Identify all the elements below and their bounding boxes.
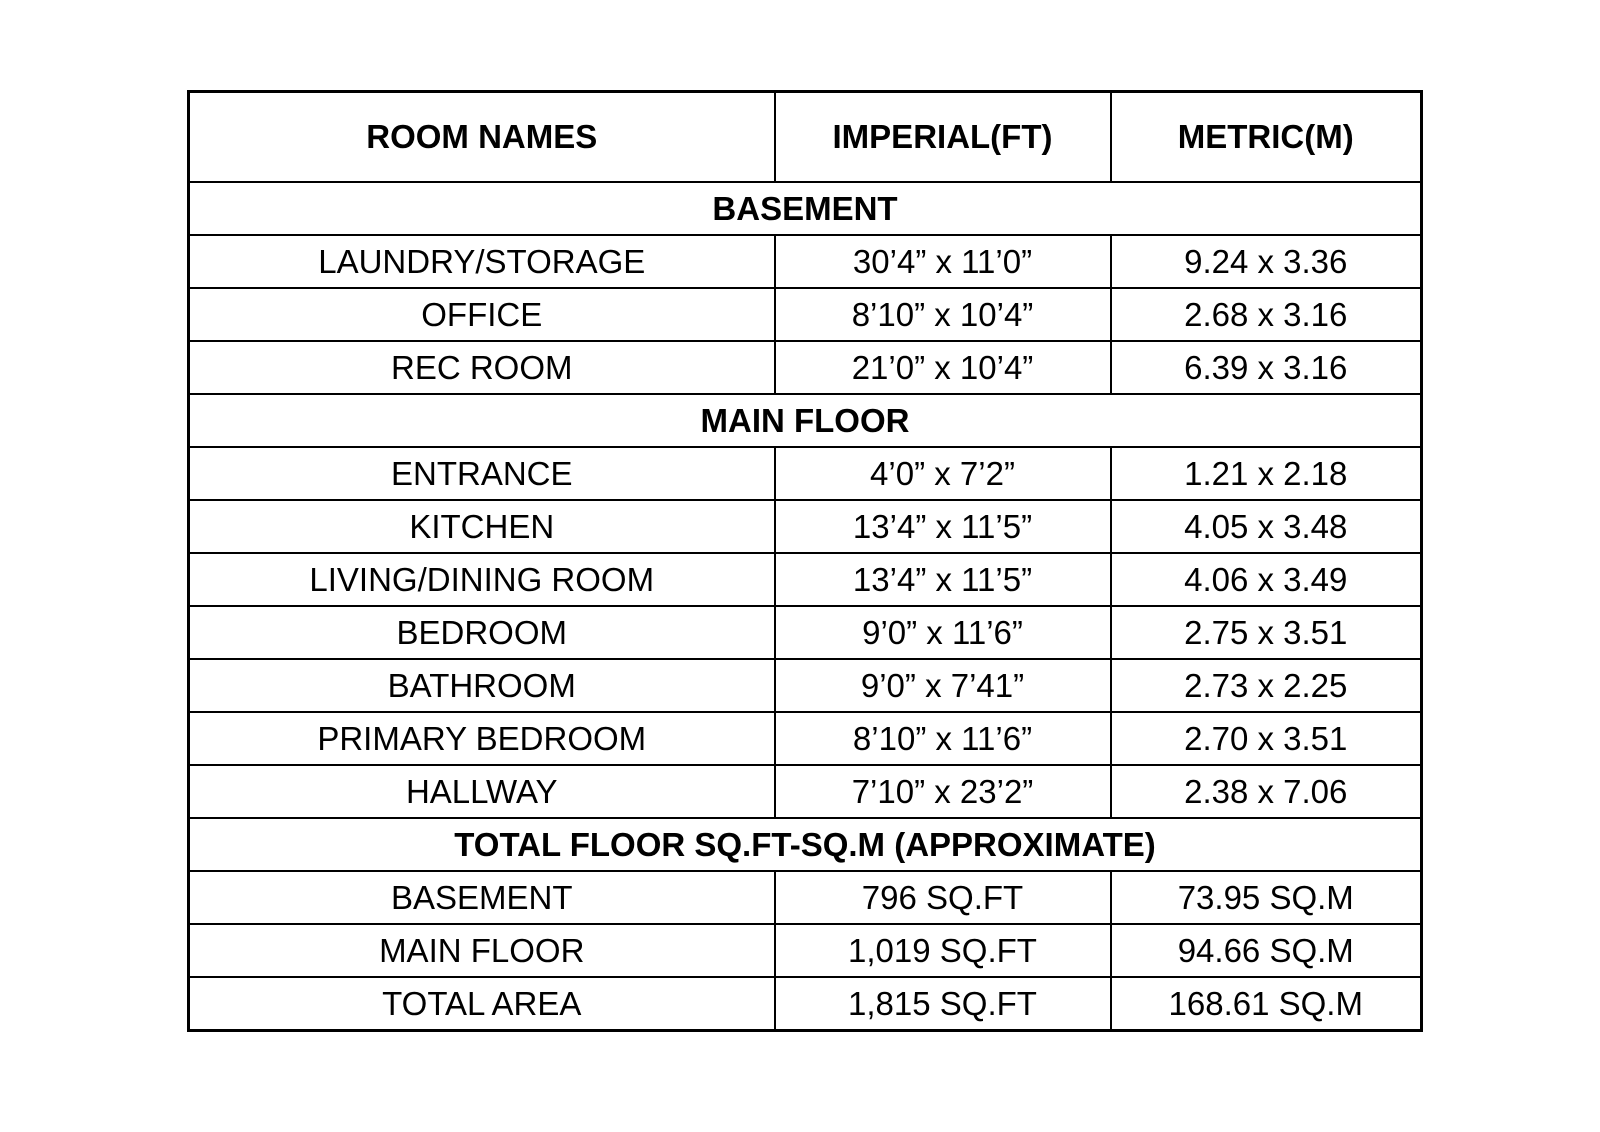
- table-row: [189, 871, 1422, 924]
- section-title: BASEMENT: [189, 182, 1422, 235]
- room-name-cell: MAIN FLOOR: [189, 924, 775, 977]
- metric-cell: 4.06 x 3.49: [1111, 553, 1422, 606]
- room-name-cell: ENTRANCE: [189, 447, 775, 500]
- table-row: [189, 341, 1422, 394]
- room-name-cell: REC ROOM: [189, 341, 775, 394]
- imperial-cell: 8’10” x 11’6”: [775, 712, 1111, 765]
- table-row: [189, 235, 1422, 288]
- imperial-cell: 8’10” x 10’4”: [775, 288, 1111, 341]
- table-row: [189, 765, 1422, 818]
- room-name-cell: KITCHEN: [189, 500, 775, 553]
- room-dimensions-table: [187, 90, 1423, 1032]
- room-name-cell: OFFICE: [189, 288, 775, 341]
- metric-cell: 168.61 SQ.M: [1111, 977, 1422, 1031]
- section-title: MAIN FLOOR: [189, 394, 1422, 447]
- table-row: [189, 712, 1422, 765]
- column-header-metric: METRIC(M): [1111, 92, 1422, 183]
- imperial-cell: 1,815 SQ.FT: [775, 977, 1111, 1031]
- room-name-cell: LAUNDRY/STORAGE: [189, 235, 775, 288]
- room-name-cell: BEDROOM: [189, 606, 775, 659]
- table-row: [189, 924, 1422, 977]
- room-name-cell: LIVING/DINING ROOM: [189, 553, 775, 606]
- room-name-cell: HALLWAY: [189, 765, 775, 818]
- metric-cell: 73.95 SQ.M: [1111, 871, 1422, 924]
- imperial-cell: 9’0” x 7’41”: [775, 659, 1111, 712]
- table-row: [189, 977, 1422, 1031]
- imperial-cell: 4’0” x 7’2”: [775, 447, 1111, 500]
- metric-cell: 2.75 x 3.51: [1111, 606, 1422, 659]
- imperial-cell: 9’0” x 11’6”: [775, 606, 1111, 659]
- table-header-row: [189, 92, 1422, 183]
- section-header-basement: [189, 182, 1422, 235]
- imperial-cell: 7’10” x 23’2”: [775, 765, 1111, 818]
- room-name-cell: BASEMENT: [189, 871, 775, 924]
- metric-cell: 2.38 x 7.06: [1111, 765, 1422, 818]
- imperial-cell: 13’4” x 11’5”: [775, 553, 1111, 606]
- metric-cell: 2.70 x 3.51: [1111, 712, 1422, 765]
- metric-cell: 94.66 SQ.M: [1111, 924, 1422, 977]
- imperial-cell: 796 SQ.FT: [775, 871, 1111, 924]
- room-name-cell: BATHROOM: [189, 659, 775, 712]
- imperial-cell: 1,019 SQ.FT: [775, 924, 1111, 977]
- table-row: [189, 553, 1422, 606]
- section-title: TOTAL FLOOR SQ.FT-SQ.M (APPROXIMATE): [189, 818, 1422, 871]
- room-name-cell: PRIMARY BEDROOM: [189, 712, 775, 765]
- metric-cell: 2.68 x 3.16: [1111, 288, 1422, 341]
- metric-cell: 1.21 x 2.18: [1111, 447, 1422, 500]
- metric-cell: 4.05 x 3.48: [1111, 500, 1422, 553]
- table-row: [189, 659, 1422, 712]
- imperial-cell: 30’4” x 11’0”: [775, 235, 1111, 288]
- column-header-imperial: IMPERIAL(FT): [775, 92, 1111, 183]
- metric-cell: 6.39 x 3.16: [1111, 341, 1422, 394]
- room-name-cell: TOTAL AREA: [189, 977, 775, 1031]
- imperial-cell: 21’0” x 10’4”: [775, 341, 1111, 394]
- table-row: [189, 500, 1422, 553]
- metric-cell: 2.73 x 2.25: [1111, 659, 1422, 712]
- section-header-total-floor: [189, 818, 1422, 871]
- metric-cell: 9.24 x 3.36: [1111, 235, 1422, 288]
- table-row: [189, 288, 1422, 341]
- section-header-main-floor: [189, 394, 1422, 447]
- table-row: [189, 447, 1422, 500]
- column-header-room-names: ROOM NAMES: [189, 92, 775, 183]
- imperial-cell: 13’4” x 11’5”: [775, 500, 1111, 553]
- table-row: [189, 606, 1422, 659]
